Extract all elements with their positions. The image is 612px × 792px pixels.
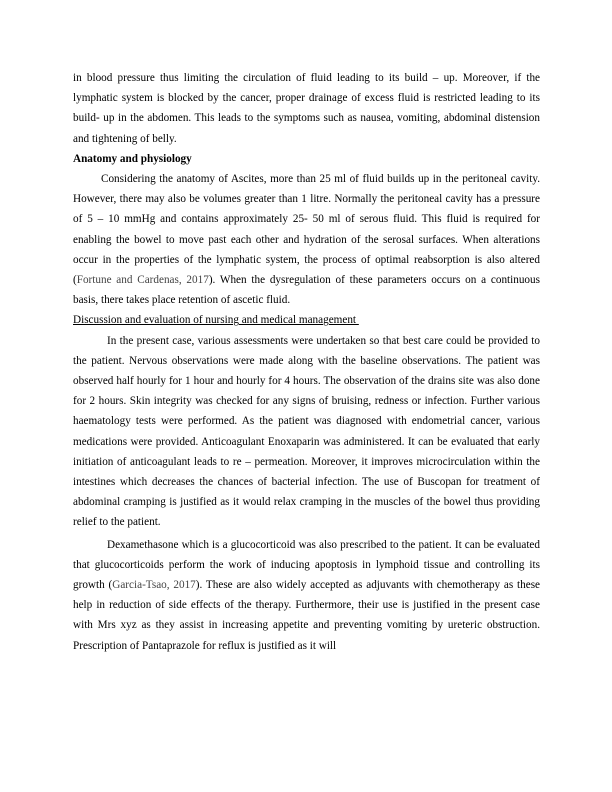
paragraph-dexamethasone-text-start: Dexamethasone which is a glucocorticoid was also prescribed to the patient. It can be evaluated that glucocorticoids perform the work of inducing apoptosis in lymphoid tissue and controlling its growth ( — [73, 538, 540, 592]
heading-anatomy-physiology: Anatomy and physiology — [73, 152, 192, 165]
paragraph-fluid-buildup: in blood pressure thus limiting the circulation of fluid leading to its build – up. Moreover, if the lymphatic system is blocked by the cancer, proper drainage of excess fluid is restricted leading to its build- up in the abdomen. This leads to the symptoms such as nausea, vomiting, abdominal distension and tightening of belly. — [73, 72, 540, 145]
paragraph-dexamethasone-text-end: ). These are also widely accepted as adjuvants with chemotherapy as these help in reduction of side effects of the therapy. Furthermore, their use is justified in the present case with Mrs xyz as they assist in increasing appetite and preventing vomiting by ureteric obstruction. Prescription of Pantaprazole for reflux is justified as it will — [73, 579, 541, 652]
document-page — [73, 68, 540, 656]
paragraph-assessments: In the present case, various assessments were undertaken so that best care could be provided to the patient. Nervous observations were made along with the baseline observations. The patient was observed half hourly for 1 hour and hourly for 4 hours. The observation of the drains site was also done for 2 hours. Skin integrity was checked for any signs of bruising, redness or infection. Further various haematology tests were performed. As the patient was diagnosed with endometrial cancer, various medications were provided. Anticoagulant Enoxaparin was administered. It can be evaluated that early initiation of anticoagulant leads to re – permeation. Moreover, it improves microcirculation within the intestines which decreases the chances of bacterial infection. The use of Buscopan for treatment of abdominal cramping is justified as it would relax cramping in the muscles of the bowel thus providing relief to the patient. — [73, 334, 540, 529]
heading-discussion-evaluation: Discussion and evaluation of nursing and medical management — [73, 314, 359, 327]
citation-fortune-cardenas: Fortune and Cardenas, 2017 — [76, 274, 209, 287]
citation-garcia-tsao: Garcia-Tsao, 2017 — [112, 579, 196, 592]
paragraph-dexamethasone — [73, 535, 540, 656]
paragraph-anatomy-text-end: ). When the dysregulation of these parameters occurs on a continuous basis, there takes place retention of ascetic fluid. — [73, 274, 540, 307]
paragraph-anatomy — [73, 169, 540, 310]
paragraph-anatomy-text-start: Considering the anatomy of Ascites, more than 25 ml of fluid builds up in the peritoneal cavity. However, there may also be volumes greater than 1 litre. Normally the peritoneal cavity has a pressure of 5 – 10 mmHg and contains approximately 25- 50 ml of serous fluid. This fluid is required for enabling the bowel to move past each other and hydration of the serosal surfaces. When alterations occur in the properties of the lymphatic system, the process of optimal reabsorption is also altered ( — [73, 173, 540, 287]
